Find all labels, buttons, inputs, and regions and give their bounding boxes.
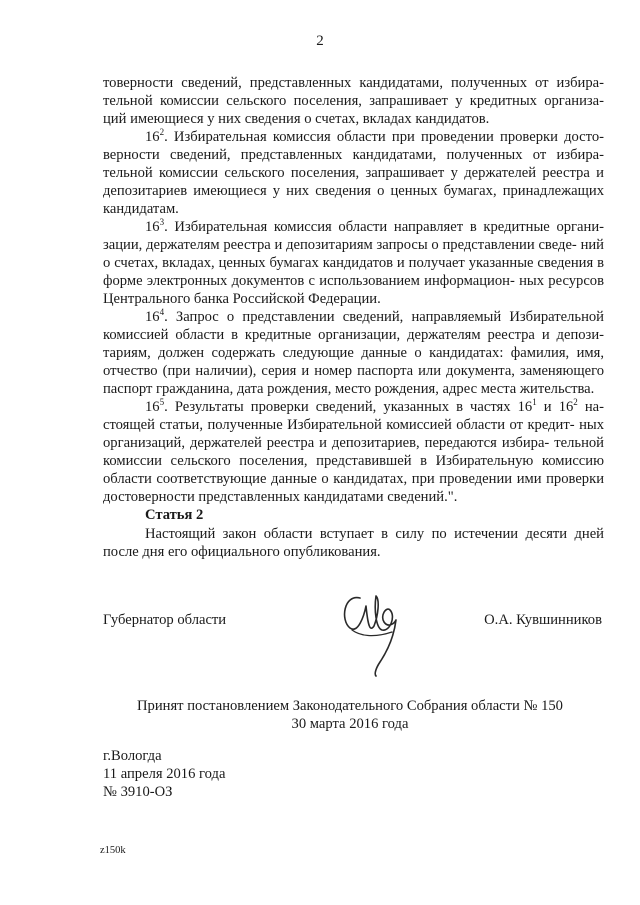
text-line: тельной комиссии сельского поселения, запрашивает у держателей реестра и: [103, 165, 604, 181]
text-line: $16^5$. Результаты проверки сведений, указанных в частях $16^1$ и $16^2$ на-: [145, 397, 605, 415]
text-line: $16^2$. Избирательная комиссия области при проведении проверки досто-: [145, 127, 604, 145]
text-line: комиссию области соответствующие данные о кандидатах, при проведении: [103, 453, 604, 487]
text-line: ими проверки достоверности представленных кандидатами сведений.".: [103, 471, 605, 505]
document-code: z150k: [100, 845, 126, 856]
text-line: ний о счетах, вкладах, ценных бумагах кандидатов и получает указанные: [103, 237, 604, 271]
adoption-note: [0, 697, 640, 733]
text-line: $16^3$. Избирательная комиссия области направляет в кредитные органи-: [145, 217, 604, 235]
paragraph: [103, 74, 604, 128]
text-line: ных ресурсов Центрального банка Российской Федерации.: [103, 273, 604, 307]
text-line: отчество (при наличии), серия и номер паспорта или документа, заменяющего: [103, 363, 604, 379]
signing-date: 11 апреля 2016 года: [103, 766, 226, 782]
city: г.Вологда: [103, 748, 162, 764]
text-line: зации, держателям реестра и депозитариям запросы о представлении сведе-: [103, 237, 577, 253]
paragraph: [103, 128, 604, 218]
article-2-heading: Статья 2: [145, 507, 204, 523]
article-2-text: [103, 525, 604, 561]
text-line: тельной комиссии сельского поселения, запрашивает у кредитных организа-: [103, 93, 604, 109]
adoption-line: 30 марта 2016 года: [291, 716, 409, 732]
page-number: 2: [316, 33, 324, 49]
text-line: кандидатам.: [103, 201, 179, 217]
text-line: ных организаций, держателей реестра и депозитариев, передаются избира-: [103, 417, 604, 451]
paragraph: [103, 308, 604, 398]
text-line: стоящей статьи, полученные Избирательной комиссией области от кредит-: [103, 417, 575, 433]
signatory-name: О.А. Кувшинников: [484, 612, 602, 628]
paragraph: [103, 398, 604, 506]
article-1-continuation: [103, 74, 604, 506]
text-line: комиссией области в кредитные организации, держателям реестра и депози-: [103, 327, 604, 343]
text-line: тариям, должен содержать следующие данные о кандидатах: фамилия, имя,: [103, 345, 604, 361]
text-line: сведения в форме электронных документов с использованием информацион-: [103, 255, 605, 289]
text-line: товерности сведений, представленных кандидатами, полученных от избира-: [103, 75, 604, 91]
text-line: депозитариев имеющиеся у них сведения о ценных бумагах, принадлежащих: [103, 183, 604, 199]
adoption-line: Принят постановлением Законодательного Собрания области № 150: [137, 698, 563, 714]
law-number: № 3910-ОЗ: [103, 784, 173, 800]
text-line: $16^4$. Запрос о представлении сведений, направляемый Избирательной: [145, 307, 604, 325]
text-line: паспорт гражданина, дата рождения, место рождения, адрес места жительства.: [103, 381, 595, 397]
text-line: ций имеющиеся у них сведения о счетах, вкладах кандидатов.: [103, 111, 490, 127]
handwritten-signature: [330, 586, 410, 678]
text-line: верности сведений, представленных кандидатами, полученных от избира-: [103, 147, 604, 163]
signatory-title: Губернатор области: [103, 612, 227, 628]
text-line: после дня его официального опубликования.: [103, 544, 381, 560]
text-line: Настоящий закон области вступает в силу по истечении десяти дней: [145, 526, 604, 542]
paragraph: [103, 218, 604, 308]
place-date-number: [103, 747, 225, 801]
text-line: тельной комиссии сельского поселения, представившей в Избирательную: [103, 435, 604, 469]
